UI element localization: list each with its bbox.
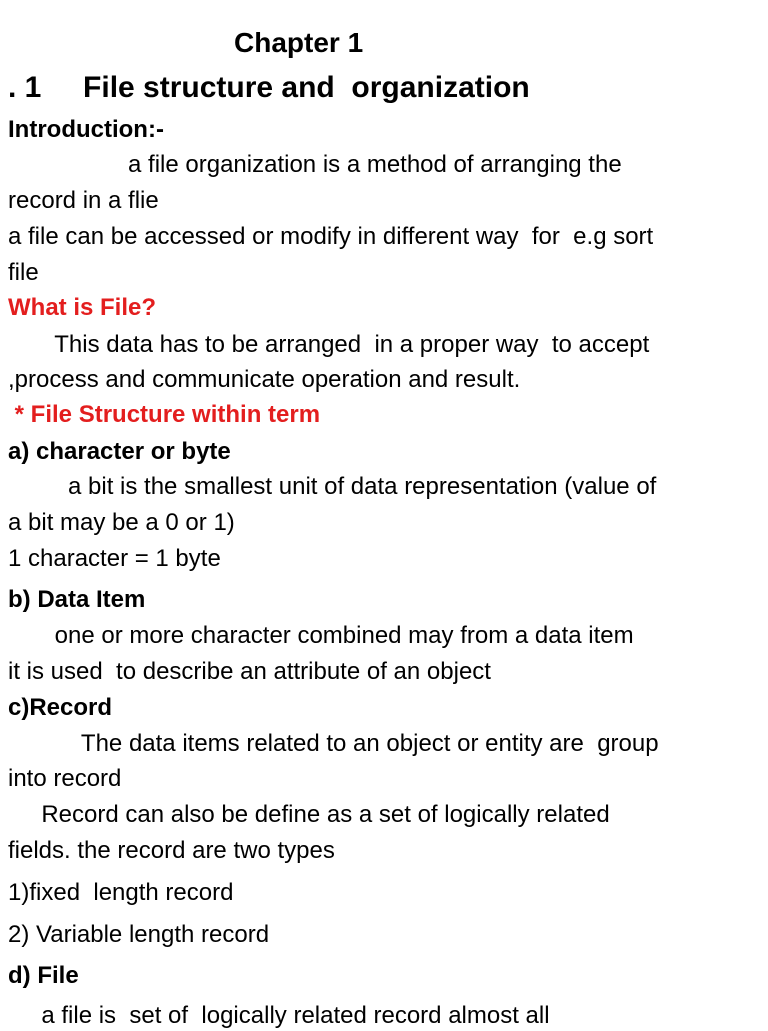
record-line-2: into record	[8, 765, 122, 792]
introduction-line-4: file	[8, 259, 39, 286]
record-heading: c)Record	[8, 694, 113, 721]
record-line-1: The data items related to an object or entity are group	[8, 730, 659, 757]
char-byte-line-2: a bit may be a 0 or 1)	[8, 509, 235, 536]
file-structure-heading: * File Structure within term	[8, 401, 321, 428]
record-line-3: Record can also be define as a set of logically related	[8, 801, 610, 828]
char-byte-heading: a) character or byte	[8, 438, 231, 465]
record-line-4: fields. the record are two types	[8, 837, 335, 864]
introduction-line-2: record in a flie	[8, 187, 159, 214]
record-line-5: 1)fixed length record	[8, 879, 234, 906]
what-is-file-heading: What is File?	[8, 294, 157, 321]
introduction-line-1: a file organization is a method of arranging the	[8, 151, 622, 178]
section-title: . 1 File structure and organization	[8, 71, 530, 104]
introduction-line-3: a file can be accessed or modify in different way for e.g sort	[8, 223, 654, 250]
record-line-6: 2) Variable length record	[8, 921, 270, 948]
char-byte-line-1: a bit is the smallest unit of data representation (value of	[8, 473, 657, 500]
data-item-line-2: it is used to describe an attribute of an object	[8, 658, 491, 685]
file-line-1: a file is set of logically related record almost all	[8, 1002, 550, 1029]
what-is-file-line-1: This data has to be arranged in a proper way to accept	[8, 331, 650, 358]
char-byte-line-3: 1 character = 1 byte	[8, 545, 221, 572]
what-is-file-line-2: ,process and communicate operation and result.	[8, 366, 521, 393]
chapter-title: Chapter 1	[234, 27, 364, 58]
file-heading: d) File	[8, 962, 79, 989]
data-item-heading: b) Data Item	[8, 586, 146, 613]
data-item-line-1: one or more character combined may from a data item	[8, 622, 634, 649]
introduction-heading: Introduction:-	[8, 116, 164, 143]
